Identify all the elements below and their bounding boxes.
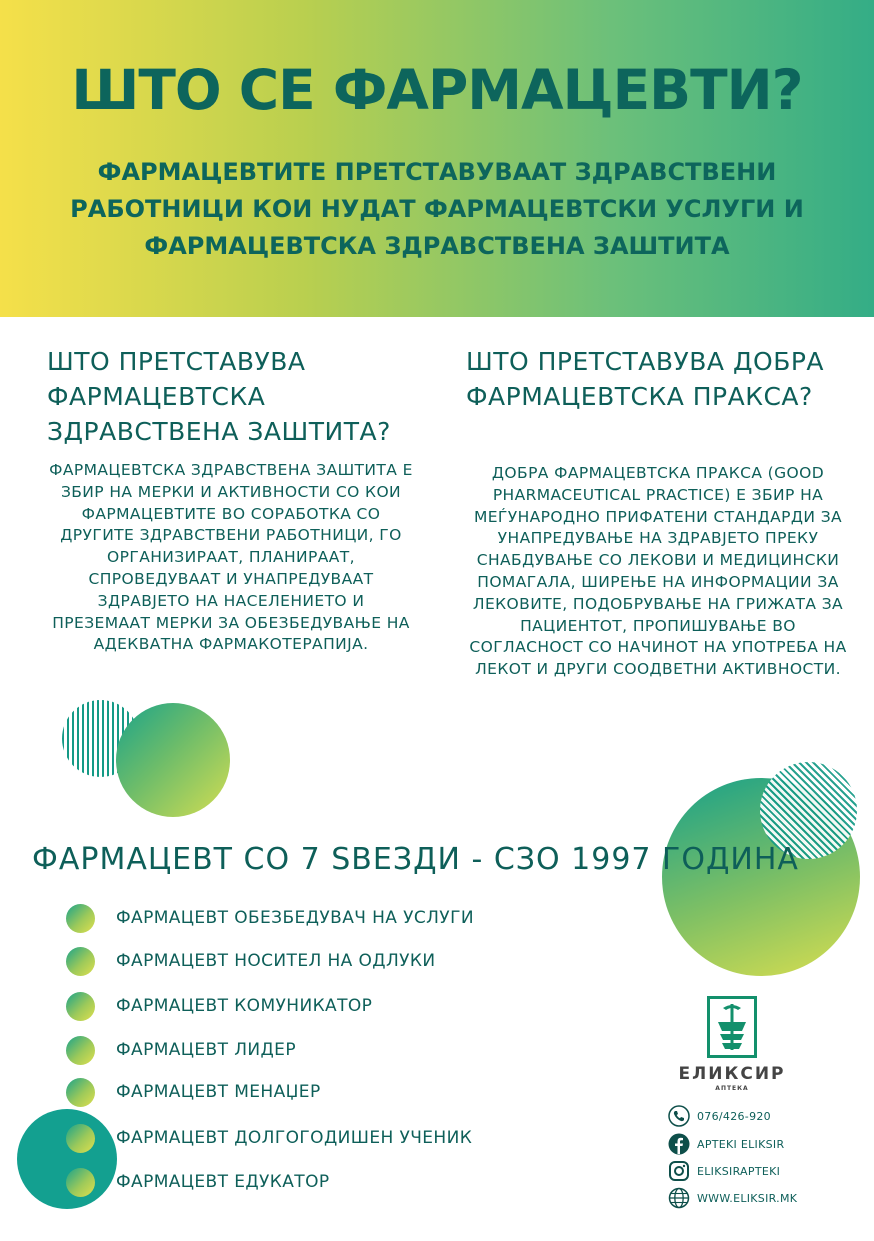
phone-number: 076/426-920	[697, 1110, 771, 1123]
left-section-body: ФАРМАЦЕВТСКА ЗДРАВСТВЕНА ЗАШТИТА Е ЗБИР НА МЕРКИ И АКТИВНОСТИ СО КОИ ФАРМАЦЕВТИТЕ ВО СОРАБОТКА СО ДРУГИТЕ ЗДРАВСТВЕНИ РАБОТНИЦИ, ГО ОРГАНИЗИРААТ, ПЛАНИРААТ, СПРОВЕДУВААТ И УНАПРЕДУВААТ ЗДРАВЈЕТО НА НАСЕЛЕНИЕТО И ПРЕЗЕМААТ МЕРКИ ЗА ОБЕЗБЕДУВАЊЕ НА АДЕКВАТНА ФАРМАКОТЕРАПИЈА.	[49, 461, 413, 654]
globe-icon	[668, 1187, 690, 1209]
bullet-circle-icon	[66, 947, 95, 976]
right-section-title: ШТО ПРЕТСТАВУВА ДОБРА ФАРМАЦЕВТСКА ПРАКСА?	[466, 347, 825, 411]
instagram-icon	[668, 1160, 690, 1182]
website-url[interactable]: WWW.ELIKSIR.MK	[697, 1192, 798, 1205]
brand-name: ЕЛИКСИР	[678, 1064, 786, 1084]
right-section-body: ДОБРА ФАРМАЦЕВТСКА ПРАКСА (GOOD PHARMACEUTICAL PRACTICE) Е ЗБИР НА МЕЃУНАРОДНО ПРИФАТЕНИ СТАНДАРДИ ЗА УНАПРЕДУВАЊЕ НА ЗДРАВЈЕТО ПРЕКУ СНАБДУВАЊЕ СО ЛЕКОВИ И МЕДИЦИНСКИ ПОМАГАЛА, ШИРЕЊЕ НА ИНФОРМАЦИИ ЗА ЛЕКОВИТЕ, ПОДОБРУВАЊЕ НА ГРИЖАТА ЗА ПАЦИЕНТОТ, ПРОПИШУВАЊЕ ВО СОГЛАСНОСТ СО НАЧИНОТ НА УПОТРЕБА НА ЛЕКОТ И ДРУГИ СООДВЕТНИ АКТИВНОСТИ.	[469, 464, 847, 679]
bullet-circle-icon	[66, 1078, 95, 1107]
facebook-handle[interactable]: APTEKI ELIKSIR	[697, 1138, 785, 1151]
left-section-title: ШТО ПРЕТСТАВУВА ФАРМАЦЕВТСКА ЗДРАВСТВЕНА ЗАШТИТА?	[47, 347, 391, 446]
list-item-label: ФАРМАЦЕВТ КОМУНИКАТОР	[116, 996, 373, 1016]
list-item-label: ФАРМАЦЕВТ МЕНАЏЕР	[116, 1082, 321, 1102]
header-banner	[0, 0, 874, 317]
list-item-label: ФАРМАЦЕВТ ЕДУКАТОР	[116, 1172, 330, 1192]
phone-icon	[668, 1105, 690, 1127]
list-item-label: ФАРМАЦЕВТ НОСИТЕЛ НА ОДЛУКИ	[116, 951, 436, 971]
bullet-circle-icon	[66, 1036, 95, 1065]
bullet-circle-icon	[66, 1124, 95, 1153]
seven-star-title: ФАРМАЦЕВТ СО 7 ЅВЕЗДИ - СЗО 1997 ГОДИНА	[32, 842, 799, 877]
bullet-circle-icon	[66, 992, 95, 1021]
list-item-label: ФАРМАЦЕВТ ДОЛГОГОДИШЕН УЧЕНИК	[116, 1128, 473, 1148]
instagram-handle[interactable]: ELIKSIRAPTEKI	[697, 1165, 781, 1178]
teal-circle-decoration	[17, 1109, 117, 1209]
gradient-circle-decoration	[116, 703, 230, 817]
bullet-circle-icon	[66, 904, 95, 933]
brand-tagline: АПТЕКА	[715, 1085, 749, 1092]
list-item-label: ФАРМАЦЕВТ ЛИДЕР	[116, 1040, 296, 1060]
list-item-label: ФАРМАЦЕВТ ОБЕЗБЕДУВАЧ НА УСЛУГИ	[116, 908, 474, 928]
page-subtitle: ФАРМАЦЕВТИТЕ ПРЕТСТАВУВААТ ЗДРАВСТВЕНИ РАБОТНИЦИ КОИ НУДАТ ФАРМАЦЕВТСКИ УСЛУГИ И ФАРМАЦЕВТСКА ЗДРАВСТВЕНА ЗАШТИТА	[70, 158, 804, 260]
eliksir-logo-icon	[707, 996, 757, 1058]
page-title: ШТО СЕ ФАРМАЦЕВТИ?	[71, 58, 803, 122]
bullet-circle-icon	[66, 1168, 95, 1197]
facebook-icon	[668, 1133, 690, 1155]
